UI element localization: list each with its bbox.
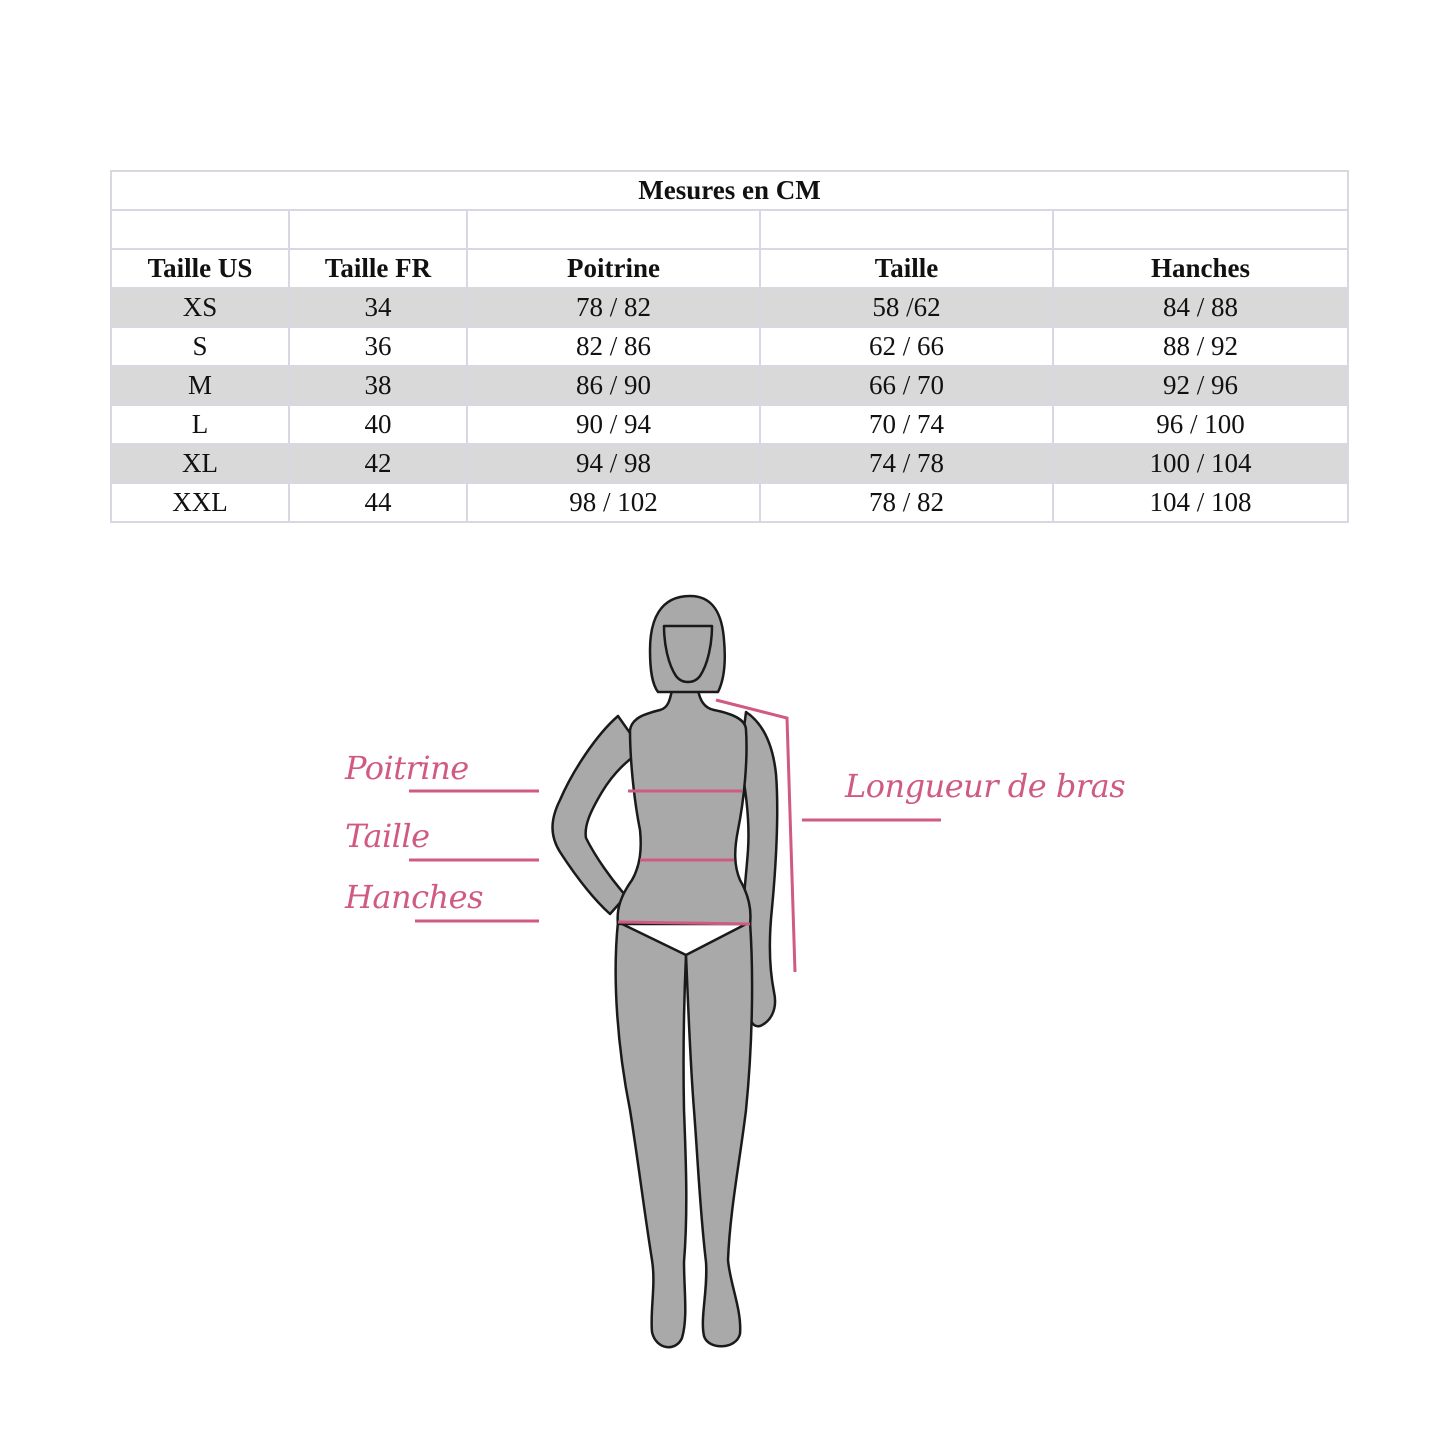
cell-us: L xyxy=(111,405,289,444)
cell-poitrine: 82 / 86 xyxy=(467,327,760,366)
header-poitrine: Poitrine xyxy=(467,249,760,288)
left-leg xyxy=(616,922,687,1347)
cell-fr: 34 xyxy=(289,288,467,327)
cell-poitrine: 94 / 98 xyxy=(467,444,760,483)
header-taille-fr: Taille FR xyxy=(289,249,467,288)
cell-poitrine: 90 / 94 xyxy=(467,405,760,444)
label-longueur-de-bras: Longueur de bras xyxy=(845,767,1126,805)
cell-hanches: 100 / 104 xyxy=(1053,444,1348,483)
cell-us: XL xyxy=(111,444,289,483)
cell-poitrine: 86 / 90 xyxy=(467,366,760,405)
cell-taille: 66 / 70 xyxy=(760,366,1053,405)
torso xyxy=(618,690,751,924)
silhouette xyxy=(553,596,778,1347)
table-title: Mesures en CM xyxy=(111,171,1348,210)
cell-hanches: 84 / 88 xyxy=(1053,288,1348,327)
cell-fr: 44 xyxy=(289,483,467,522)
cell-taille: 74 / 78 xyxy=(760,444,1053,483)
header-taille-us: Taille US xyxy=(111,249,289,288)
cell-fr: 38 xyxy=(289,366,467,405)
cell-hanches: 88 / 92 xyxy=(1053,327,1348,366)
label-hanches: Hanches xyxy=(345,878,483,916)
cell-taille: 58 /62 xyxy=(760,288,1053,327)
hip-line xyxy=(618,922,750,924)
label-taille: Taille xyxy=(345,817,430,855)
cell-fr: 42 xyxy=(289,444,467,483)
cell-fr: 40 xyxy=(289,405,467,444)
cell-us: S xyxy=(111,327,289,366)
cell-us: M xyxy=(111,366,289,405)
cell-hanches: 96 / 100 xyxy=(1053,405,1348,444)
header-taille: Taille xyxy=(760,249,1053,288)
cell-fr: 36 xyxy=(289,327,467,366)
label-poitrine: Poitrine xyxy=(345,749,469,787)
cell-hanches: 104 / 108 xyxy=(1053,483,1348,522)
cell-us: XS xyxy=(111,288,289,327)
cell-us: XXL xyxy=(111,483,289,522)
cell-hanches: 92 / 96 xyxy=(1053,366,1348,405)
cell-taille: 70 / 74 xyxy=(760,405,1053,444)
cell-taille: 62 / 66 xyxy=(760,327,1053,366)
right-leg xyxy=(686,922,752,1346)
cell-poitrine: 78 / 82 xyxy=(467,288,760,327)
header-hanches: Hanches xyxy=(1053,249,1348,288)
cell-taille: 78 / 82 xyxy=(760,483,1053,522)
cell-poitrine: 98 / 102 xyxy=(467,483,760,522)
